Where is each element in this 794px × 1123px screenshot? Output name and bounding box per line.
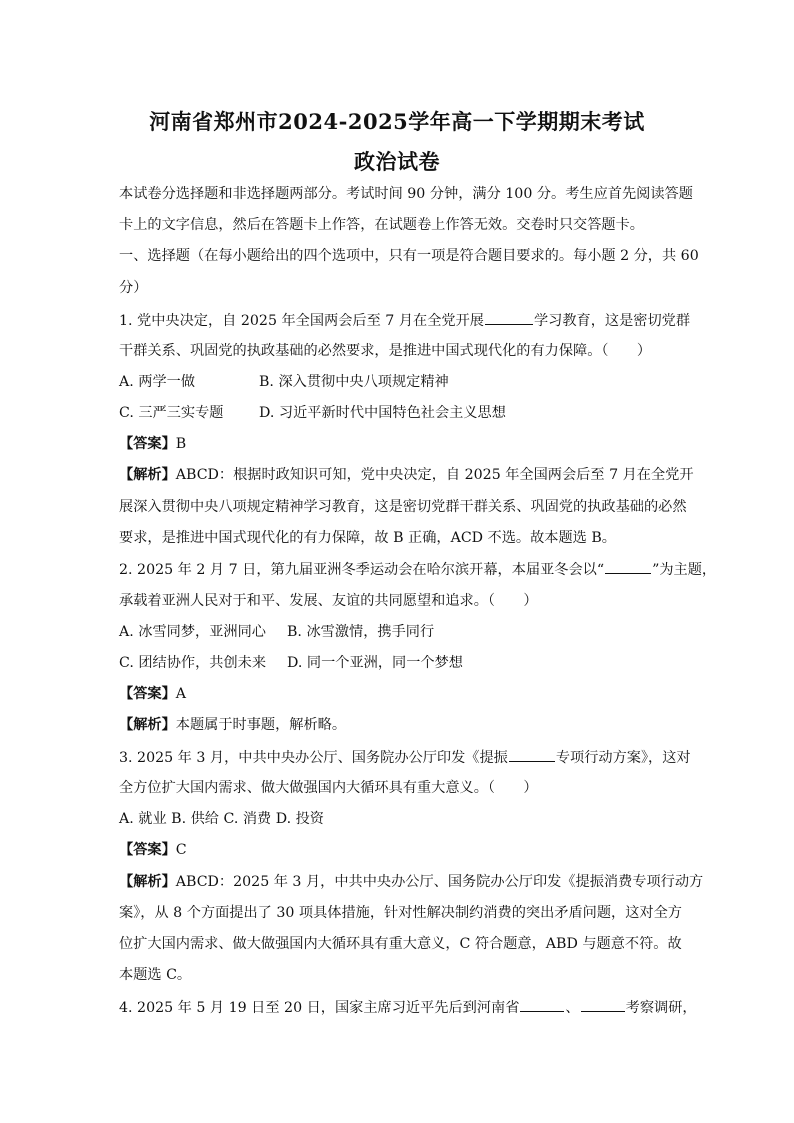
q3-answer (119, 840, 679, 860)
q3-analysis-text-1: ABCD：2025 年 3 月，中共中央办公厅、国务院办公厅印发《提振消费专项行动方 (175, 874, 704, 890)
q3-answer-value: C (175, 842, 187, 858)
q3-analysis-key: 【解析】 (119, 874, 176, 890)
q1-stem-part-b: 学习教育，这是密切党群 (533, 313, 691, 329)
q1-answer-key: 【答案】 (119, 436, 176, 452)
q1-options-row-1 (119, 372, 679, 392)
q1-analysis-text-1: ABCD：根据时政知识可知，党中央决定，自 2025 年全国两会后至 7 月在全党开 (175, 467, 694, 483)
q3-stem-part-b: 专项行动方案》，这对 (555, 750, 691, 766)
q3-analysis-line-1 (119, 872, 704, 892)
q1-option-d: D. 习近平新时代中国特色社会主义思想 (259, 405, 506, 421)
section-heading-line-1: 一、选择题（在每小题给出的四个选项中，只有一项是符合题目要求的。每小题 2 分，共 60 (119, 248, 699, 264)
q2-analysis-line-1 (119, 715, 679, 735)
q3-analysis-line-3: 位扩大国内需求、做大做强国内大循环具有重大意义，C 符合题意，ABD 与题意不符。故 (119, 936, 682, 952)
q2-options-row-1 (119, 622, 679, 642)
q1-blank (485, 310, 533, 325)
q4-blank-1 (520, 997, 564, 1012)
q3-options: A. 就业 B. 供给 C. 消费 D. 投资 (119, 811, 324, 827)
q2-answer-value: A (175, 686, 187, 702)
q1-stem-part-a: 1. 党中央决定，自 2025 年全国两会后至 7 月在全党开展 (119, 313, 484, 329)
q1-options-row-2 (119, 403, 679, 423)
section-heading-line-2: 分） (119, 280, 148, 296)
q1-analysis-key: 【解析】 (119, 467, 176, 483)
q3-answer-key: 【答案】 (119, 842, 176, 858)
q3-stem-line-1 (119, 747, 691, 768)
q3-blank (509, 747, 555, 762)
intro-line-2: 卡上的文字信息，然后在答题卡上作答，在试题卷上作答无效。交卷时只交答题卡。 (119, 217, 644, 233)
q1-option-a: A. 两学一做 (119, 374, 196, 390)
q1-answer (119, 434, 679, 454)
q1-stem-line-2: 干群关系、巩固党的执政基础的必然要求，是推进中国式现代化的有力保障。（ ） (119, 343, 652, 359)
q3-stem-part-a: 3. 2025 年 3 月，中共中央办公厅、国务院办公厅印发《提振 (119, 750, 508, 766)
q2-analysis-text-1: 本题属于时事题，解析略。 (175, 717, 347, 733)
q1-analysis-line-2: 展深入贯彻中央八项规定精神学习教育，这是密切党群干群关系、巩固党的执政基础的必然 (119, 499, 687, 515)
q4-stem-part-b: 考察调研， (625, 1000, 697, 1016)
q1-analysis-line-1 (119, 465, 694, 485)
q4-stem-separator: 、 (565, 1000, 580, 1016)
q2-stem-part-b: ”为主题， (652, 562, 717, 578)
q1-option-b: B. 深入贯彻中央八项规定精神 (259, 374, 449, 390)
page-title: 河南省郑州市2024-2025学年高一下学期期末考试 (149, 109, 645, 134)
q2-option-b: B. 冰雪激情，携手同行 (287, 624, 435, 640)
q1-answer-value: B (175, 436, 187, 452)
q2-stem-part-a: 2. 2025 年 2 月 7 日，第九届亚洲冬季运动会在哈尔滨开幕，本届亚冬会以“ (119, 562, 605, 578)
q4-blank-2 (581, 997, 625, 1012)
q4-stem-part-a: 4. 2025 年 5 月 19 日至 20 日，国家主席习近平先后到河南省 (119, 1000, 520, 1016)
page-subtitle: 政治试卷 (354, 149, 440, 174)
q2-option-d: D. 同一个亚洲，同一个梦想 (287, 655, 463, 671)
q2-stem-line-2: 承载着亚洲人民对于和平、发展、友谊的共同愿望和追求。（ ） (119, 593, 538, 609)
q2-answer-key: 【答案】 (119, 686, 176, 702)
q3-analysis-line-2: 案》，从 8 个方面提出了 30 项具体措施，针对性解决制约消费的突出矛盾问题，这对全方 (119, 905, 682, 921)
q3-analysis-line-4: 本题选 C。 (119, 967, 192, 983)
q1-option-c: C. 三严三实专题 (119, 405, 224, 421)
q2-analysis-key: 【解析】 (119, 717, 176, 733)
q2-option-a: A. 冰雪同梦，亚洲同心 (119, 624, 266, 640)
q2-blank (605, 559, 651, 574)
q2-answer (119, 684, 679, 704)
intro-line-1: 本试卷分选择题和非选择题两部分。考试时间 90 分钟，满分 100 分。考生应首先阅读答题 (119, 186, 693, 202)
q1-stem-line-1 (119, 310, 691, 331)
q2-stem-line-1 (119, 559, 717, 580)
q1-analysis-line-3: 要求，是推进中国式现代化的有力保障，故 B 正确，ACD 不选。故本题选 B。 (119, 530, 616, 546)
q2-option-c: C. 团结协作，共创未来 (119, 655, 267, 671)
q3-stem-line-2: 全方位扩大国内需求、做大做强国内大循环具有重大意义。（ ） (119, 780, 538, 796)
q4-stem-line-1 (119, 997, 697, 1018)
q2-options-row-2 (119, 653, 679, 673)
